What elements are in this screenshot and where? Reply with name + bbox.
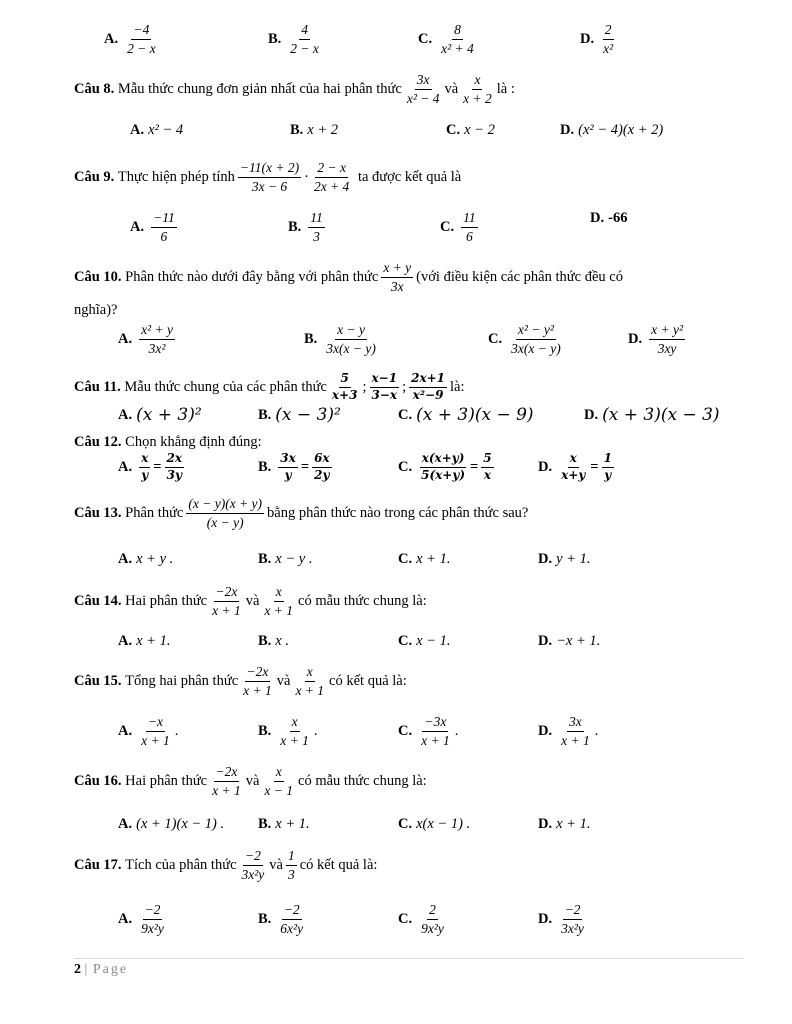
q7-option-d: D. $\frac{2}{\text{x²}}$ xyxy=(580,22,614,56)
q8-option-c: C. x − 2 xyxy=(446,122,495,138)
q17-option-b: B. $\frac{-2}{\text{6x²y}}$ xyxy=(258,902,304,936)
q12-option-d: D. $\frac{x}{x+y}$ = $\frac{1}{y}$ xyxy=(538,451,612,482)
question-11: Câu 11. Mẫu thức chung của các phân thức $\frac{5}{x+3}$ ; $\frac{x-1}{3-x}$ ; $\frac{2x+1}{\text{x²−9}}$ là: xyxy=(74,371,465,402)
q15-option-c: C. $\frac{-3x}{x + 1}$ . xyxy=(398,714,459,748)
question-12: Câu 12. Chọn khẳng định đúng: xyxy=(74,434,262,450)
q14-option-a: A. x + 1. xyxy=(118,633,171,649)
q14-option-b: B. x . xyxy=(258,633,289,649)
q17-option-a: A. $\frac{-2}{\text{9x²y}}$ xyxy=(118,902,164,936)
q13-option-d: D. y + 1. xyxy=(538,551,591,567)
q12-option-a: A. $\frac{x}{y}$ = $\frac{2x}{3y}$ xyxy=(118,451,183,482)
q8-option-a: A. x² − 4 xyxy=(130,122,184,138)
page-number: 2 xyxy=(74,962,81,977)
question-17: Câu 17. Tích của phân thức $\frac{-2}{\text{3x²y}}$ và $\frac{1}{3}$ có kết quả là: xyxy=(74,848,378,882)
q8-option-d: D. (x² − 4)(x + 2) xyxy=(560,122,664,138)
q9-option-d: D. -66 xyxy=(590,210,628,226)
question-9: Câu 9. Thực hiện phép tính $\frac{-11(x + 2)}{3x - 6}$ · $\frac{2 - x}{2x + 4}$ ta được kết quả là xyxy=(74,160,462,194)
q13-option-a: A. x + y . xyxy=(118,551,174,567)
question-15: Câu 15. Tổng hai phân thức $\frac{-2x}{x + 1}$ và $\frac{x}{x + 1}$ có kết quả là: xyxy=(74,664,407,698)
q15-option-a: A. $\frac{-x}{x + 1}$ . xyxy=(118,714,179,748)
q10-option-b: B. $\frac{x - y}{3x(x - y)}$ xyxy=(304,322,376,356)
question-14: Câu 14. Hai phân thức $\frac{-2x}{x + 1}$ và $\frac{x}{x + 1}$ có mẫu thức chung là: xyxy=(74,584,427,618)
q11-option-c: C. (x + 3)(x − 9) xyxy=(398,405,534,425)
page-separator: | xyxy=(84,962,90,977)
q17-option-d: D. $\frac{-2}{\text{3x²y}}$ xyxy=(538,902,584,936)
q15-option-d: D. $\frac{3x}{x + 1}$ . xyxy=(538,714,599,748)
q11-option-d: D. (x + 3)(x − 3) xyxy=(584,405,720,425)
question-13: Câu 13. Phân thức $\frac{(x - y)(x + y)}{(x - y)}$ bằng phân thức nào trong các phân thức sau? xyxy=(74,496,529,530)
q13-option-c: C. x + 1. xyxy=(398,551,451,567)
q13-option-b: B. x − y . xyxy=(258,551,313,567)
q14-option-d: D. −x + 1. xyxy=(538,633,601,649)
q9-option-b: B. $\frac{11}{3}$ xyxy=(288,210,323,244)
q17-option-c: C. $\frac{2}{\text{9x²y}}$ xyxy=(398,902,444,936)
question-16: Câu 16. Hai phân thức $\frac{-2x}{x + 1}$ và $\frac{x}{x - 1}$ có mẫu thức chung là: xyxy=(74,764,427,798)
question-8: Câu 8. Mẫu thức chung đơn giản nhất của hai phân thức $\frac{3x}{\text{x² − 4}}$ và $\frac{x}{x + 2}$ là : xyxy=(74,72,515,106)
q10-option-c: C. $\frac{\text{x² − y²}}{3x(x - y)}$ xyxy=(488,322,561,356)
q7-option-b: B. $\frac{4}{2 - x}$ xyxy=(268,22,319,56)
footer-divider xyxy=(74,958,744,959)
q14-option-c: C. x − 1. xyxy=(398,633,451,649)
q9-option-c: C. $\frac{11}{6}$ xyxy=(440,210,476,244)
q12-option-c: C. $\frac{x(x+y)}{5(x+y)}$ = $\frac{5}{x}$ xyxy=(398,451,492,482)
q9-option-a: A. $\frac{-11}{6}$ xyxy=(130,210,175,244)
question-10-line2: nghĩa)? xyxy=(74,302,118,318)
q8-option-b: B. x + 2 xyxy=(290,122,339,138)
q7-option-a: A. $\frac{-4}{2 - x}$ xyxy=(104,22,156,56)
q10-option-d: D. $\frac{\text{x + y²}}{3xy}$ xyxy=(628,322,684,356)
q12-option-b: B. $\frac{3x}{y}$ = $\frac{6x}{2y}$ xyxy=(258,451,330,482)
page-footer xyxy=(74,962,128,978)
question-10: Câu 10. Phân thức nào dưới đây bằng với phân thức $\frac{x + y}{3x}$ (với điều kiện các phân thức đều có xyxy=(74,260,623,294)
q16-option-b: B. x + 1. xyxy=(258,816,310,832)
q11-option-b: B. (x − 3)² xyxy=(258,405,341,425)
q11-option-a: A. (x + 3)² xyxy=(118,405,202,425)
q7-option-c: C. $\frac{8}{\text{x² + 4}}$ xyxy=(418,22,474,56)
q10-option-a: A. $\frac{\text{x² + y}}{\text{3x²}}$ xyxy=(118,322,174,356)
q16-option-c: C. x(x − 1) . xyxy=(398,816,471,832)
q16-option-d: D. x + 1. xyxy=(538,816,591,832)
q15-option-b: B. $\frac{x}{x + 1}$ . xyxy=(258,714,318,748)
page-word: Page xyxy=(92,962,129,977)
q16-option-a: A. (x + 1)(x − 1) . xyxy=(118,816,225,832)
